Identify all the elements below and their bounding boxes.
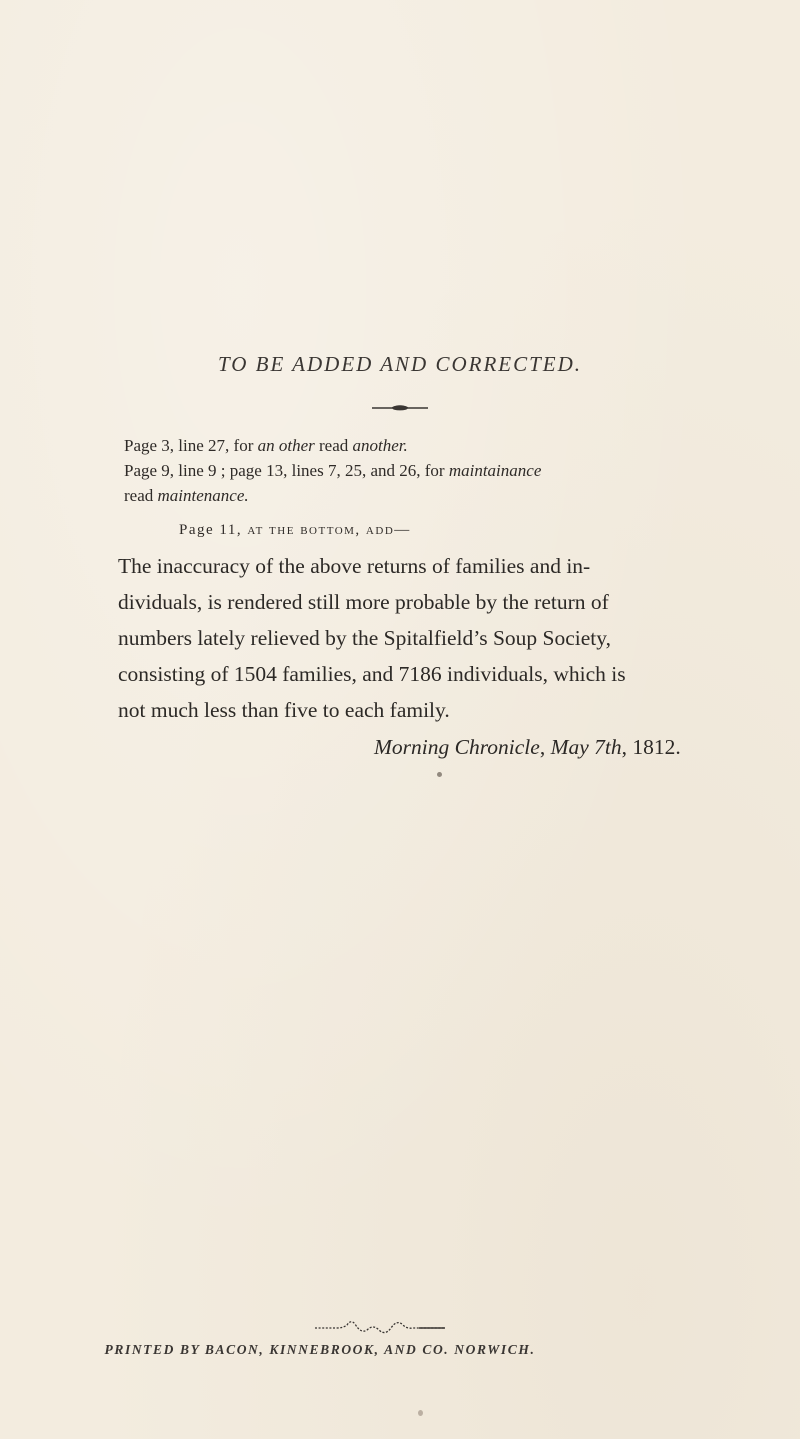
imprint-ornament xyxy=(315,1316,445,1336)
source-attribution xyxy=(124,732,684,762)
printer-imprint xyxy=(0,1342,800,1358)
paragraph-line: numbers lately relieved by the Spitalfield’s Soup Society, xyxy=(118,626,612,650)
addition-heading xyxy=(179,518,684,542)
ink-speck xyxy=(437,772,442,777)
errata-line-2 xyxy=(124,458,684,483)
attribution-source: Morning Chronicle xyxy=(374,735,540,759)
paragraph-line: The inaccuracy of the above returns of families and in- xyxy=(118,554,591,578)
heading-divider-rule xyxy=(372,404,428,412)
attribution-date: May 7th xyxy=(550,735,622,759)
errata-line-1-right: another. xyxy=(352,436,408,455)
errata-line-3-right: maintenance. xyxy=(157,486,249,505)
errata-line-1-wrong: an other xyxy=(257,436,315,455)
attribution-separator: , xyxy=(539,735,551,759)
page-heading: TO BE ADDED AND CORRECTED. xyxy=(217,352,583,376)
addition-heading-rest: 11, at the bottom, add— xyxy=(214,522,411,538)
addition-paragraph xyxy=(118,548,718,728)
paragraph-line: not much less than five to each family. xyxy=(118,698,450,722)
paragraph-line: dividuals, is rendered still more probable by the return of xyxy=(118,590,609,614)
errata-line-1-mid: read xyxy=(314,436,353,455)
ink-speck xyxy=(418,1410,423,1416)
paragraph-line: consisting of 1504 families, and 7186 individuals, which is xyxy=(118,662,626,686)
errata-block xyxy=(118,433,684,762)
errata-line-1 xyxy=(124,433,684,458)
errata-line-2-text: Page 9, line 9 ; page 13, lines 7, 25, and 26, for xyxy=(124,461,449,480)
addition-heading-page: Page xyxy=(179,522,215,538)
errata-line-2-wrong: maintainance xyxy=(448,461,542,480)
errata-line-3 xyxy=(124,483,684,508)
errata-line-3-mid: read xyxy=(124,486,158,505)
attribution-year: , 1812. xyxy=(621,735,681,759)
printer-imprint-text: PRINTED BY BACON, KINNEBROOK, AND CO. NORWICH. xyxy=(104,1342,536,1357)
errata-line-1-text: Page 3, line 27, for xyxy=(124,436,258,455)
